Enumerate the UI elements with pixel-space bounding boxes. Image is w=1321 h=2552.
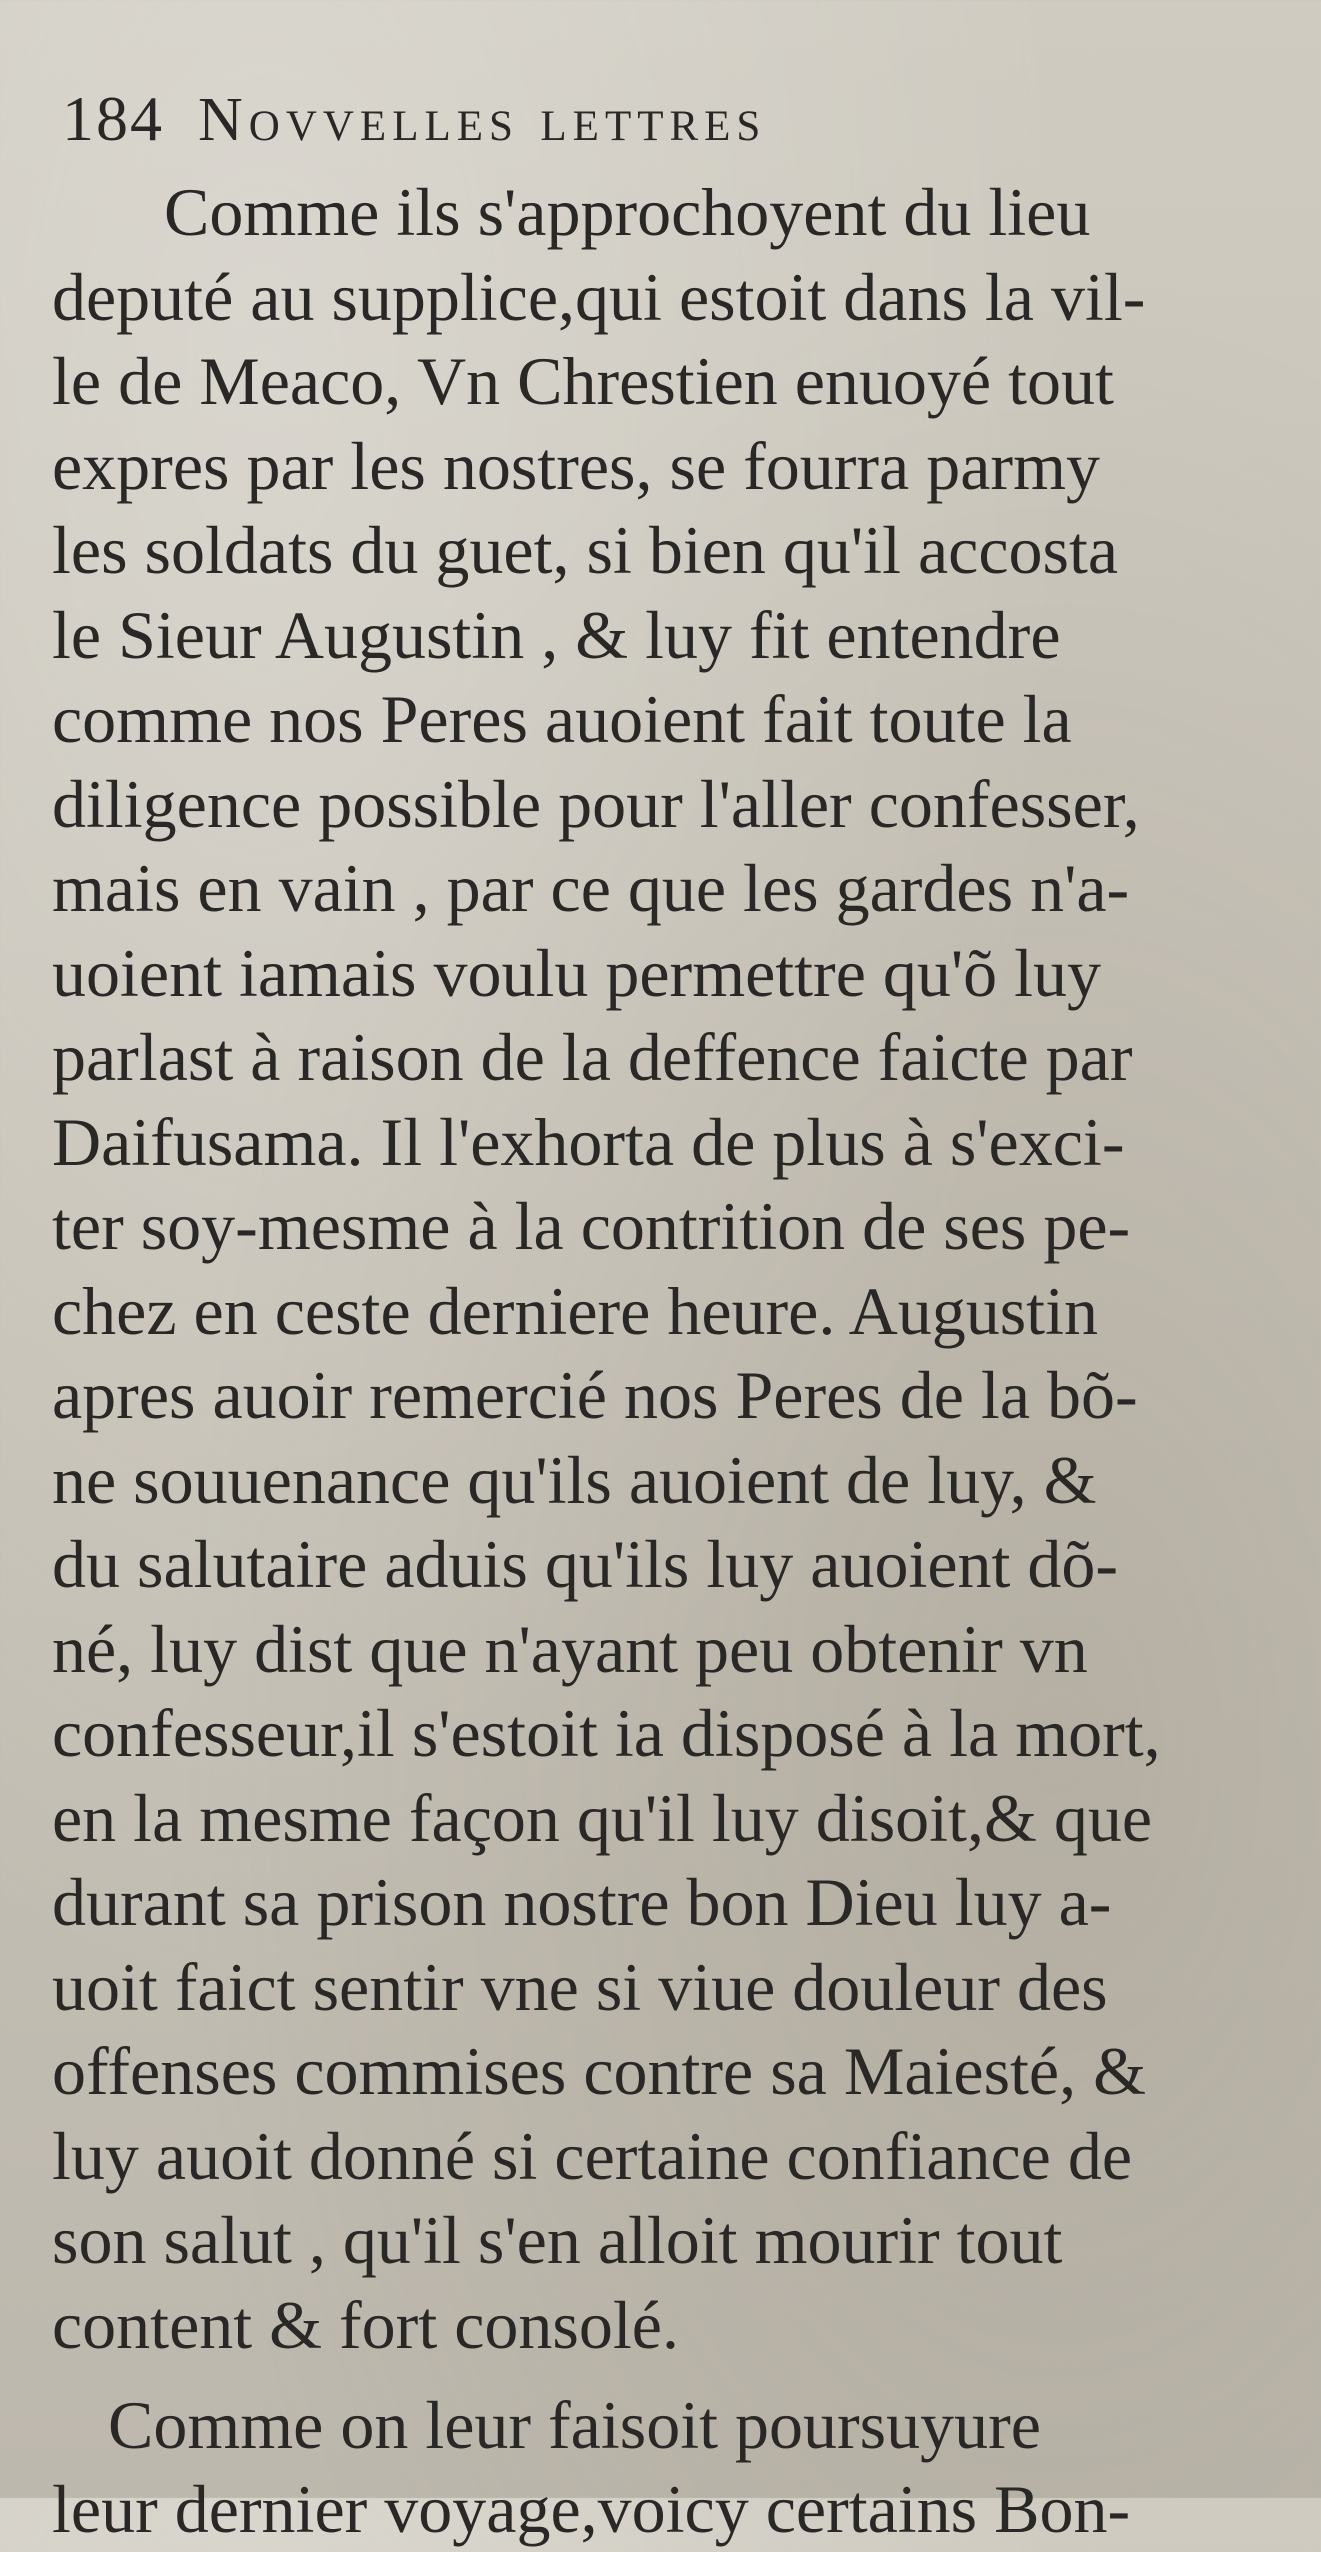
page-header xyxy=(62,82,766,162)
text-line: deputé au supplice,qui estoit dans la vil- xyxy=(52,258,1146,335)
body-text xyxy=(52,170,1282,2552)
text-line: le Sieur Augustin , & luy fit entendre xyxy=(52,596,1061,673)
text-line: les soldats du guet, si bien qu'il accosta xyxy=(52,512,1119,588)
text-line: uoit faict sentir vne si viue douleur des xyxy=(52,1948,1108,2025)
text-line: né, luy dist que n'ayant peu obtenir vn xyxy=(52,1610,1088,1687)
text-line: mais en vain , par ce que les gardes n'a- xyxy=(52,850,1130,926)
text-line: confesseur,il s'estoit ia disposé à la mort, xyxy=(52,1695,1161,1771)
running-head: Novvelles lettres xyxy=(198,86,767,154)
text-line: du salutaire aduis qu'ils luy auoient dõ- xyxy=(52,1526,1119,1602)
text-line: Comme on leur faisoit poursuyure xyxy=(108,2386,1041,2463)
text-line: en la mesme façon qu'il luy disoit,& que xyxy=(52,1779,1153,1856)
text-line: offenses commises contre sa Maiesté, & xyxy=(52,2033,1147,2109)
text-line: leur dernier voyage,voicy certains Bon- xyxy=(52,2471,1131,2547)
text-line: chez en ceste derniere heure. Augustin xyxy=(52,1272,1098,1349)
text-line: diligence possible pour l'aller confesser, xyxy=(52,765,1140,842)
text-line: Comme ils s'approchoyent du lieu xyxy=(164,174,1091,250)
text-line: apres auoir remercié nos Peres de la bõ- xyxy=(52,1357,1138,1433)
text-line: son salut , qu'il s'en alloit mourir tout xyxy=(52,2202,1063,2278)
text-line: comme nos Peres auoient fait toute la xyxy=(52,681,1072,757)
text-line: content & fort consolé. xyxy=(52,2286,679,2363)
text-line: expres par les nostres, se fourra parmy xyxy=(52,427,1100,504)
paragraph xyxy=(52,170,1282,2383)
text-line: ter soy-mesme à la contrition de ses pe- xyxy=(52,1188,1131,1264)
text-line: parlast à raison de la deffence faicte par xyxy=(52,1019,1133,1095)
text-line: Daifusama. Il l'exhorta de plus à s'exci- xyxy=(52,1103,1125,1180)
paragraph xyxy=(52,2383,1282,2552)
text-line: le de Meaco, Vn Chrestien enuoyé tout xyxy=(52,343,1114,419)
text-line: durant sa prison nostre bon Dieu luy a- xyxy=(52,1864,1112,1940)
text-line: ne souuenance qu'ils auoient de luy, & xyxy=(52,1441,1097,1518)
page-number: 184 xyxy=(62,83,164,154)
text-line: luy auoit donné si certaine confiance de xyxy=(52,2117,1132,2194)
text-line: uoient iamais voulu permettre qu'õ luy xyxy=(52,934,1102,1011)
